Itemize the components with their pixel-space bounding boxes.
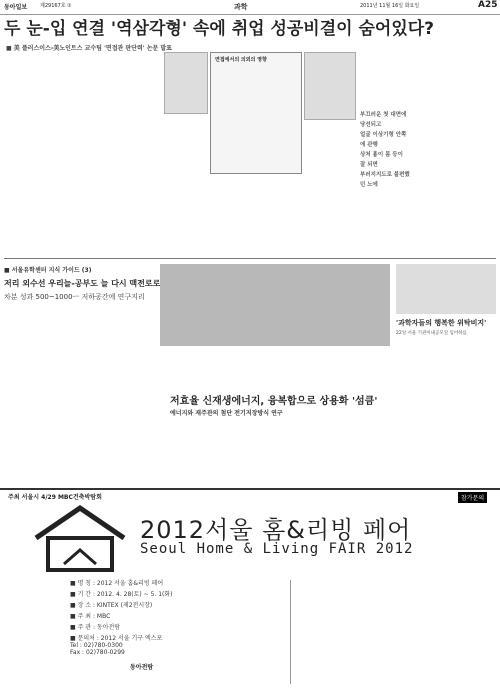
- pull-quote: 부끄러운 첫 대면에 당선되고: [360, 112, 407, 128]
- ad-detail-row: Tel : 02)780-0300: [70, 642, 123, 649]
- main-headline: 두 눈-입 연결 '역삼각형' 속에 취업 성공비결이 숨어있다?: [4, 19, 435, 39]
- ad-detail-row: ■ 기 간 : 2012. 4. 28(토) ~ 5. 1(화): [70, 591, 173, 598]
- third-article-col2: [242, 420, 310, 482]
- portrait-photo-right: [304, 52, 356, 120]
- scientist-photos: [396, 264, 496, 314]
- article-body-col5: [332, 176, 412, 252]
- section-divider: [4, 258, 496, 259]
- third-article-title: 저효율 신재생에너지, 융복합으로 상용화 '섬큼': [170, 396, 378, 407]
- article-body-col3: [164, 176, 244, 252]
- info-box: [210, 52, 302, 174]
- side-article-subtitle: 22일 서울 기관이내공모일 임어하를: [396, 331, 467, 336]
- article-body-col4: [248, 176, 328, 252]
- ad-exhibitor-list: [290, 580, 495, 684]
- ad-details: [70, 580, 270, 656]
- masthead: [0, 0, 500, 15]
- main-subhead: ■ 美 플러스이스-美노인트스 교수팀 '면접관 판단력' 논문 발표: [6, 45, 172, 52]
- ad-detail-row: ■ 장 소 : KINTEX (제2전시장): [70, 602, 153, 609]
- side-article-body: [396, 340, 496, 482]
- article-body-col2: [84, 52, 160, 248]
- second-article-title: 저리 외수선 우리늘-공부도 늘 다시 맥전로로: [4, 279, 161, 288]
- second-article-subtitle: 차분 성과 500~1000ㅡ 저하공간에 연구지리: [4, 293, 145, 301]
- ad-title: 2012서울 홈&리빙 페어: [140, 516, 412, 544]
- pull-quote: 부러지지도로 불편했던 노에: [360, 172, 410, 188]
- second-article-body: [4, 305, 154, 483]
- ad-detail-row: ■ 주 관 : 동아전람: [70, 624, 121, 631]
- issue-number: 제29167호 ①: [40, 3, 72, 9]
- building-photo: [160, 264, 390, 346]
- ad-detail-row: ■ 문의처 : 2012 서울 기구 엑스포: [70, 635, 163, 642]
- ad-subtitle: Seoul Home & Living FAIR 2012: [140, 541, 414, 557]
- section-title: 과학: [234, 3, 248, 11]
- article-body-col6: [416, 52, 496, 252]
- pull-quote: 상처 흉이 몸 등이 잘 되면: [360, 152, 403, 168]
- ad-detail-row: ■ 주 최 : MBC: [70, 613, 111, 620]
- pull-quote: 얼굴 이상기형 안쪽에 관행: [360, 132, 407, 148]
- issue-date: 2011년 11월 16일 화요일: [360, 3, 420, 9]
- ad-top-label: 주최 서울시 4/29 MBC건축박람회: [8, 494, 102, 501]
- info-box-text: [215, 65, 297, 165]
- side-article-title: '과학자들의 행복한 위탁비지': [396, 319, 487, 327]
- building-caption: [160, 350, 390, 372]
- organizer-logo: 동아전람: [130, 664, 154, 671]
- third-article-col1: [170, 420, 238, 482]
- portrait-photo-left: [164, 52, 208, 114]
- third-article-subtitle: 에너지와 재주관의 첨단 전기저장방식 연구: [170, 410, 283, 417]
- ad-detail-row: ■ 명 칭 : 2012 서울 홈&리빙 페어: [70, 580, 164, 587]
- page-number: A25: [478, 0, 498, 10]
- ad-tag: 참가문의: [458, 492, 487, 503]
- article-body-col1: [4, 52, 80, 248]
- house-logo-icon: [34, 504, 126, 574]
- ad-detail-row: Fax : 02)780-0299: [70, 649, 125, 656]
- series-label: ■ 서울유학센터 지식 가이드 (3): [4, 267, 92, 274]
- info-box-title: 면접에서의 의외의 영향: [215, 57, 267, 63]
- third-article-col3: [314, 420, 390, 482]
- newspaper-logo: 동아일보: [4, 4, 28, 11]
